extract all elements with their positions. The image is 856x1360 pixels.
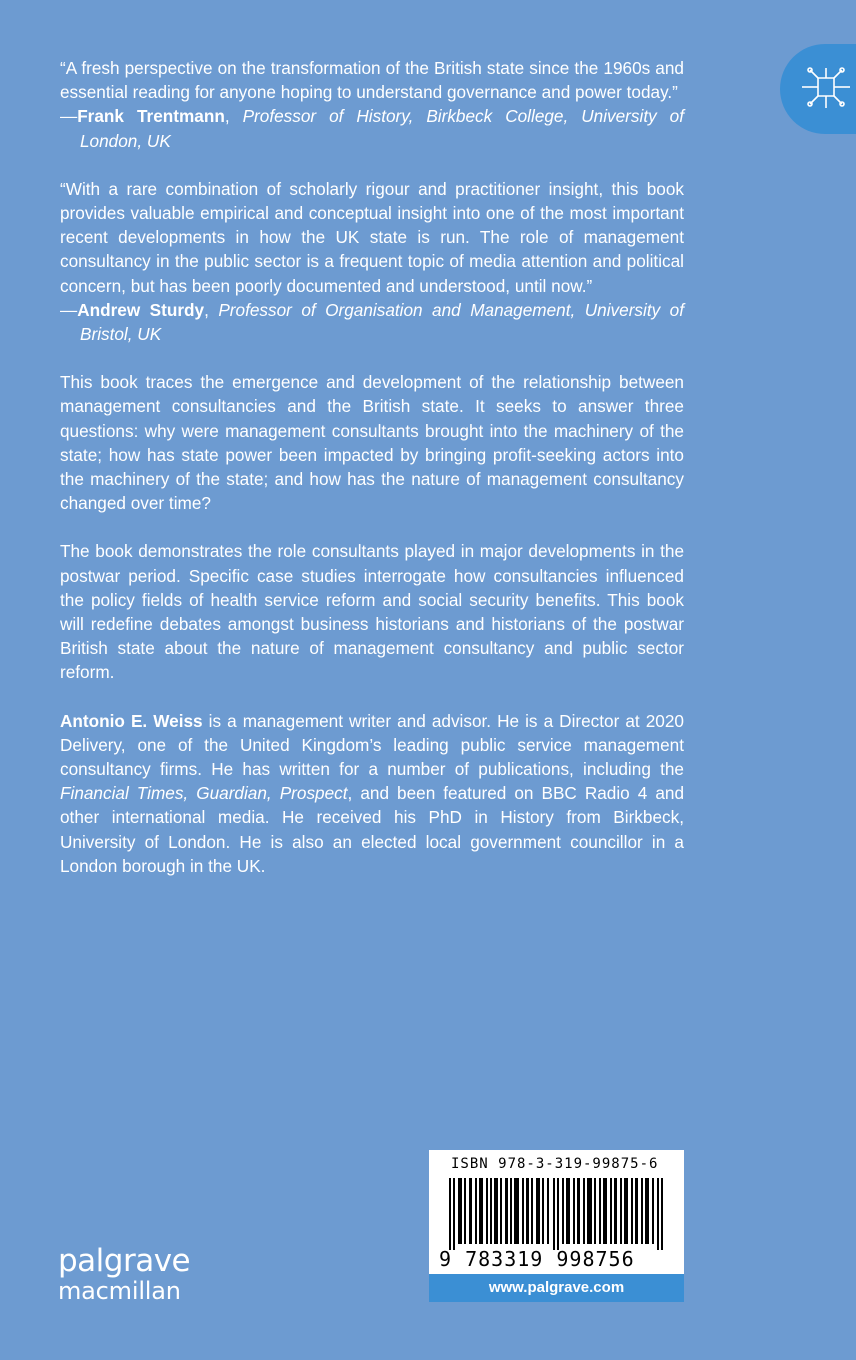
quote-text: “With a rare combination of scholarly rigour and practitioner insight, this book provides valuable empirical and conceptual insight into one of the most important recent developments in how the UK state is run. The role of management consultancy in the public sector is a frequent topic of media attention and political concern, but has been poorly documented and understood, until now.” [60, 178, 684, 296]
publisher-name-line1: palgrave [58, 1243, 191, 1279]
quote-affiliation: Professor of History, Birkbeck College, University of London, UK [80, 106, 684, 151]
barcode-box [429, 1150, 684, 1274]
isbn-digits: 9 783319 998756 [439, 1247, 635, 1271]
publisher-name-line2: macmillan [58, 1277, 181, 1305]
quote-attribution: —Frank Trentmann, Professor of History, Birkbeck College, University of London, UK [60, 106, 684, 151]
quote-text: “A fresh perspective on the transformation of the British state since the 1960s and essential reading for anyone hoping to understand governance and power today.” [60, 58, 684, 103]
quote-attribution: —Andrew Sturdy, Professor of Organisation and Management, University of Bristol, UK [60, 299, 684, 345]
publications: Financial Times, Guardian, Prospect [60, 783, 348, 804]
isbn-label: ISBN 978-3-319-99875-6 [451, 1156, 659, 1172]
blurb-2 [60, 177, 684, 346]
quote-author: Frank Trentmann [77, 106, 225, 127]
description-paragraph: This book traces the emergence and development of the relationship between management consultancies and the British state. It seeks to answer three questions: why were management consultants brought into the machinery of the state; how has state power been impacted by bringing profit-seeking actors into the machinery of the state; and how has the nature of management consultancy changed over time? [60, 372, 684, 514]
barcode-icon [439, 1178, 674, 1250]
author-name: Antonio E. Weiss [60, 710, 203, 731]
quote-affiliation: Professor of Organisation and Management, University of Bristol, UK [80, 299, 684, 345]
blurb-1 [60, 56, 684, 153]
publisher-logo-tab [780, 44, 856, 134]
back-cover-text [60, 56, 684, 878]
quote-author: Andrew Sturdy [77, 299, 205, 320]
author-bio: Antonio E. Weiss is a management writer and advisor. He is a Director at 2020 Delivery, one of the United Kingdom’s leading public service management consultancy firms. He has written for a number of publications, including the Financial Times, Guardian, Prospect, and been featured on BBC Radio 4 and other international media. He received his PhD in History from Birkbeck, University of London. He is also an elected local government councillor in a London borough in the UK. [60, 710, 685, 876]
palgrave-star-icon [796, 66, 856, 112]
publisher-url[interactable]: www.palgrave.com [429, 1274, 684, 1302]
description-paragraph: The book demonstrates the role consultants played in major developments in the postwar period. Specific case studies interrogate how consultancies influenced the policy fields of health service reform and social security benefits. This book will redefine debates amongst business historians and historians of the postwar British state about the nature of management consultancy and public sector reform. [60, 541, 684, 683]
publisher-wordmark [58, 1244, 190, 1304]
